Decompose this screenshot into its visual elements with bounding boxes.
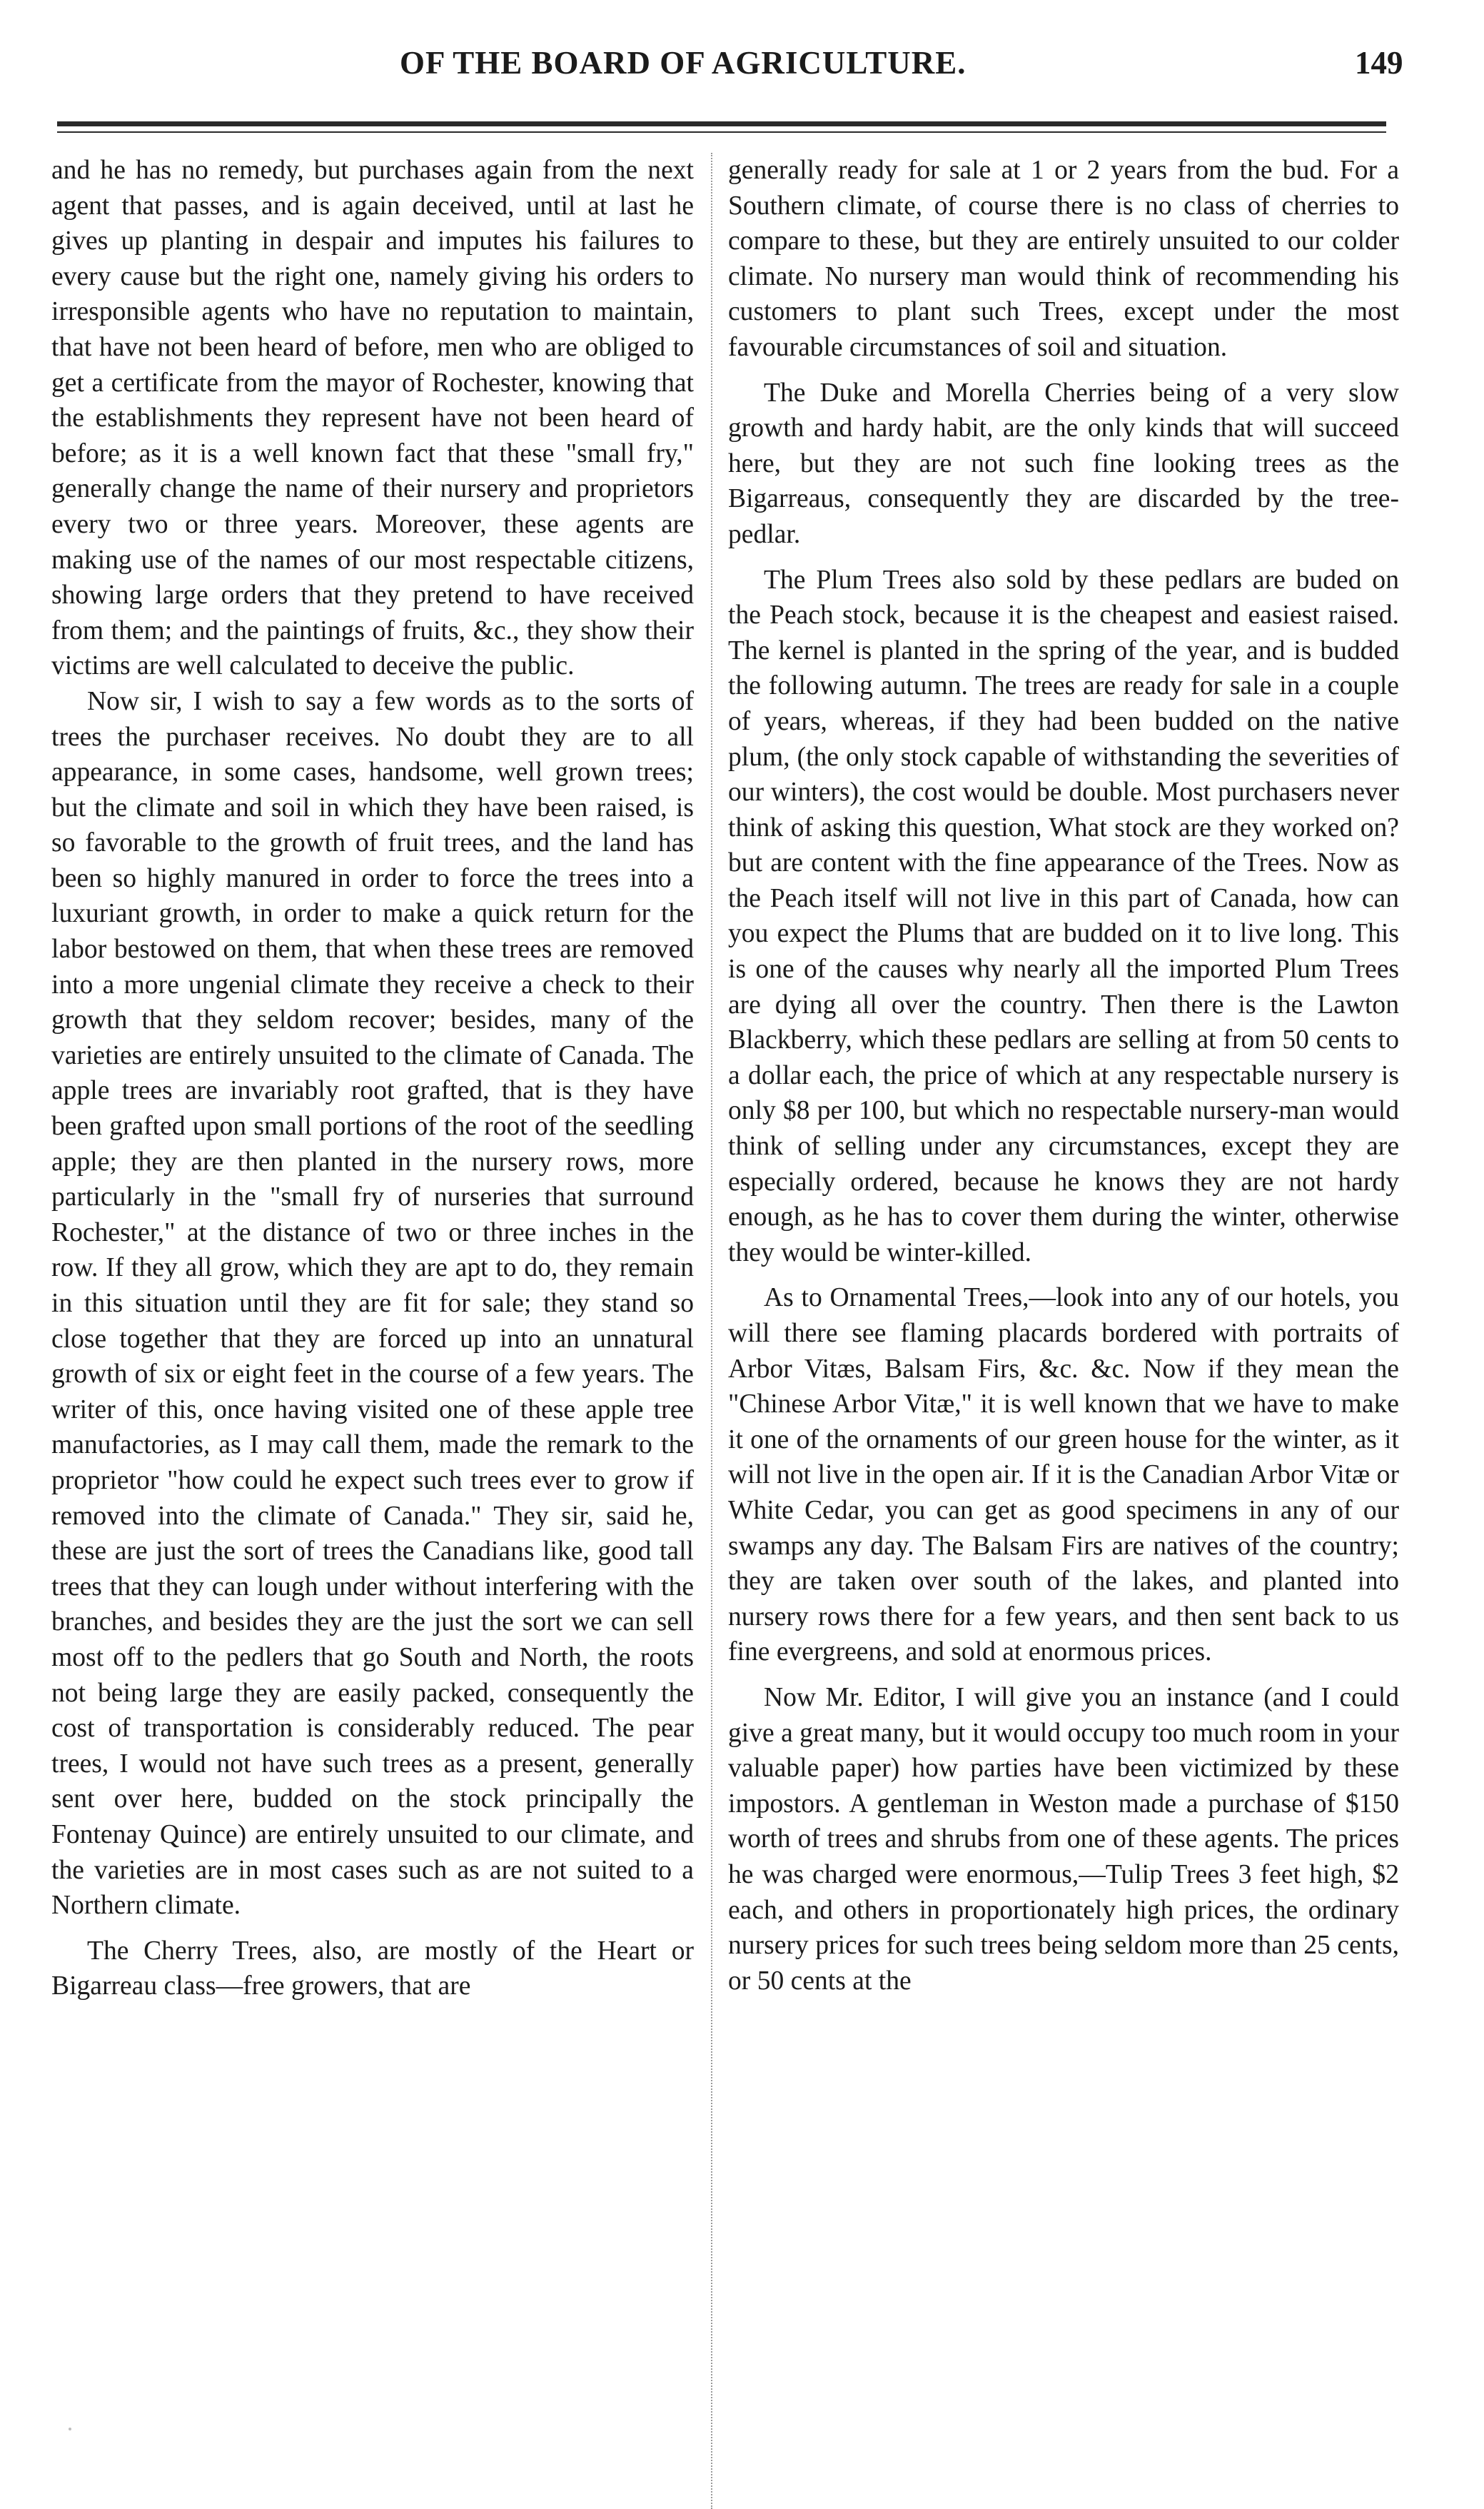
left-column xyxy=(51,153,694,2004)
left-paragraph-3: The Cherry Trees, also, are mostly of the Heart or Bigarreau class—free growers, that are xyxy=(51,1936,694,2001)
header-rule-thin xyxy=(57,131,1386,133)
right-paragraph-3: The Plum Trees also sold by these pedlars are buded on the Peach stock, because it is the cheapest and easiest raised. The kernel is planted in the spring of the year, and is budded the following autumn. The trees are ready for sale in a couple of years, whereas, if they had been budded on the native plum, (the only stock capable of withstanding the severities of our winters), the cost would be double. Most purchasers never think of asking this question, What stock are they worked on? but are content with the fine appearance of the Trees. Now as the Peach itself will not live in this part of Canada, how can you expect the Plums that are budded on it to live long. This is one of the causes why nearly all the imported Plum Trees are dying all over the country. Then there is the Lawton Blackberry, which these pedlars are selling at from 50 cents to a dollar each, the price of which at any respectable nursery is only $8 per 100, but which no respectable nursery-man would think of selling under any circumstances, except they are especially ordered, because he knows they are not hardy enough, as he has to cover them during the winter, otherwise they would be winter-killed. xyxy=(728,565,1399,1267)
right-paragraph-1: generally ready for sale at 1 or 2 years from the bud. For a Southern climate, of course there is no class of cherries to compare to these, but they are entirely unsuited to our colder climate. No nursery man would think of recommending his customers to plant such Trees, except under the most favourable circumstances of soil and situation. xyxy=(728,156,1399,362)
left-paragraph-2: Now sir, I wish to say a few words as to the sorts of trees the purchaser receives. No doubt they are to all appearance, in some cases, handsome, well grown trees; but the climate and soil in which they have been raised, is so favorable to the growth of fruit trees, and the land has been so highly manured in order to force the trees into a luxuriant growth, in order to make a quick return for the labor bestowed on them, that when these trees are removed into a more ungenial climate they receive a check to their growth that they seldom recover; besides, many of the varieties are entirely unsuited to the climate of Canada. The apple trees are invariably root grafted, that is they have been grafted upon small portions of the root of the seedling apple; they are then planted in the nursery rows, more particularly in the "small fry of nurseries that surround Rochester," at the distance of two or three inches in the row. If they all grow, which they are apt to do, they remain in this situation until they are fit for sale; they stand so close together that they are forced up into an unnatural growth of six or eight feet in the course of a few years. The writer of this, once having visited one of these apple tree manufactories, as I may call them, made the remark to the proprietor "how could he expect such trees ever to grow if removed into the climate of Canada." They sir, said he, these are just the sort of trees the Canadians like, good tall trees that they can lough under without interfering with the branches, and besides they are the just the sort we can sell most off to the pedlers that go South and North, the roots not being large they are easily packed, consequently the cost of transportation is considerably reduced. The pear trees, I would not have such trees as a present, generally sent over here, budded on the stock principally the Fontenay Quince) are entirely unsuited to our climate, and the varieties are in most cases such as are not suited to a Northern climate. xyxy=(51,686,694,1921)
right-paragraph-5: Now Mr. Editor, I will give you an instance (and I could give a great many, but it would occupy too much room in your valuable paper) how parties have been victimized by these impostors. A gentleman in Weston made a purchase of $150 worth of trees and shrubs from one of these agents. The prices he was charged were enormous,—Tulip Trees 3 feet high, $2 each, and others in proportionately high prices, the ordinary nursery prices for such trees being seldom more than 25 cents, or 50 cents at the xyxy=(728,1682,1399,1996)
header-rule-thick xyxy=(57,121,1386,126)
running-title: OF THE BOARD OF AGRICULTURE. xyxy=(400,45,966,81)
column-divider xyxy=(711,153,712,2509)
scan-speck xyxy=(69,2428,71,2430)
left-paragraph-1: and he has no remedy, but purchases again from the next agent that passes, and is again deceived, until at last he gives up planting in despair and imputes his failures to every cause but the right one, namely giving his orders to irresponsible agents who have no reputation to maintain, that have not been heard of before, men who are obliged to get a certificate from the mayor of Rochester, knowing that the establishments they represent have not been heard of before; as it is a well known fact that these "small fry," generally change the name of their nursery and proprietors every two or three years. Moreover, these agents are making use of the names of our most respectable citizens, showing large orders that they pretend to have received from them; and the paintings of fruits, &c., they show their victims are well calculated to deceive the public. xyxy=(51,156,694,681)
page-number: 149 xyxy=(1355,45,1403,81)
right-paragraph-4: As to Ornamental Trees,—look into any of our hotels, you will there see flaming placards bordered with portraits of Arbor Vitæs, Balsam Firs, &c. &c. Now if they mean the "Chinese Arbor Vitæ," it is well known that we have to make it one of the ornaments of our green house for the winter, as it will not live in the open air. If it is the Canadian Arbor Vitæ or White Cedar, you can get as good specimens in any of our swamps any day. The Balsam Firs are natives of the country; they are taken over south of the lakes, and planted into nursery rows there for a few years, and then sent back to us fine evergreens, and sold at enormous prices. xyxy=(728,1283,1399,1667)
right-paragraph-2: The Duke and Morella Cherries being of a very slow growth and hardy habit, are the only kinds that will succeed here, but they are not such fine looking trees as the Bigarreaus, consequently they are discarded by the tree-pedlar. xyxy=(728,378,1399,549)
right-column xyxy=(728,153,1399,1998)
